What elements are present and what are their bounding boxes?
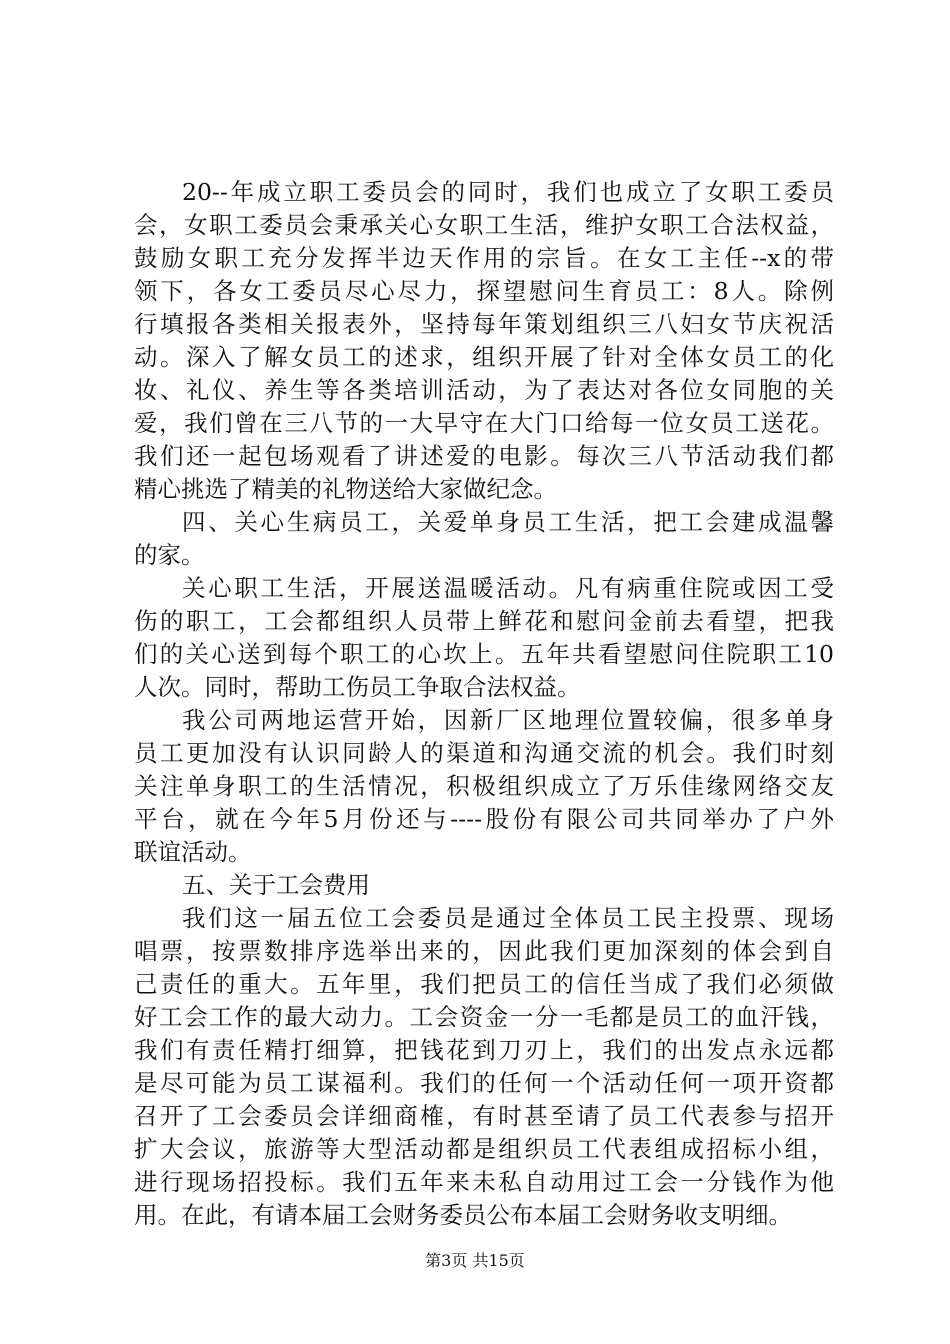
text-line: 的家。 — [134, 541, 205, 569]
text-line: 我们有责任精打细算，把钱花到刀刃上，我们的出发点永远都 — [134, 1036, 834, 1064]
text-line: 平台，就在今年5月份还与----股份有限公司共同举办了户外 — [134, 805, 834, 833]
text-line: 20--年成立职工委员会的同时，我们也成立了女职工委员 — [182, 178, 834, 206]
text-line: 唱票，按票数排序选举出来的，因此我们更加深刻的体会到自 — [134, 937, 834, 965]
text-line: 我们这一届五位工会委员是通过全体员工民主投票、现场 — [182, 904, 834, 932]
text-line: 人次。同时，帮助工伤员工争取合法权益。 — [134, 673, 581, 701]
text-line: 们的关心送到每个职工的心坎上。五年共看望慰问住院职工10 — [134, 640, 834, 668]
page-footer: 第3页 共15页 — [425, 1251, 525, 1270]
text-line: 好工会工作的最大动力。工会资金一分一毛都是员工的血汗钱， — [134, 1003, 834, 1031]
text-line: 是尽可能为员工谋福利。我们的任何一个活动任何一项开资都 — [134, 1069, 834, 1097]
text-line: 我们还一起包场观看了讲述爱的电影。每次三八节活动我们都 — [134, 442, 834, 470]
text-line: 伤的职工，工会都组织人员带上鲜花和慰问金前去看望，把我 — [134, 607, 834, 635]
text-line: 会，女职工委员会秉承关心女职工生活，维护女职工合法权益， — [134, 211, 834, 239]
text-line: 用。在此，有请本届工会财务委员公布本届工会财务收支明细。 — [134, 1201, 792, 1229]
text-line: 领下，各女工委员尽心尽力，探望慰问生育员工：8人。除例 — [134, 277, 834, 305]
text-line: 关注单身职工的生活情况，积极组织成立了万乐佳缘网络交友 — [134, 772, 834, 800]
text-line: 爱，我们曾在三八节的一大早守在大门口给每一位女员工送花。 — [134, 409, 834, 437]
text-line: 精心挑选了精美的礼物送给大家做纪念。 — [134, 475, 557, 503]
text-line: 我公司两地运营开始，因新厂区地理位置较偏，很多单身 — [182, 706, 834, 734]
text-line: 召开了工会委员会详细商榷，有时甚至请了员工代表参与招开 — [134, 1102, 834, 1130]
text-line: 动。深入了解女员工的述求，组织开展了针对全体女员工的化 — [134, 343, 834, 371]
text-line: 五、关于工会费用 — [182, 871, 370, 899]
text-line: 鼓励女职工充分发挥半边天作用的宗旨。在女工主任--x的带 — [134, 244, 834, 272]
text-line: 己责任的重大。五年里，我们把员工的信任当成了我们必须做 — [134, 970, 834, 998]
text-line: 联谊活动。 — [134, 838, 252, 866]
text-line: 进行现场招投标。我们五年来未私自动用过工会一分钱作为他 — [134, 1168, 834, 1196]
text-line: 行填报各类相关报表外，坚持每年策划组织三八妇女节庆祝活 — [134, 310, 834, 338]
text-line: 员工更加没有认识同龄人的渠道和沟通交流的机会。我们时刻 — [134, 739, 834, 767]
text-line: 扩大会议，旅游等大型活动都是组织员工代表组成招标小组， — [134, 1135, 834, 1163]
text-line: 妆、礼仪、养生等各类培训活动，为了表达对各位女同胞的关 — [134, 376, 834, 404]
document-body — [134, 176, 834, 1232]
text-line: 关心职工生活，开展送温暖活动。凡有病重住院或因工受 — [182, 574, 834, 602]
text-line: 四、关心生病员工，关爱单身员工生活，把工会建成温馨 — [182, 508, 834, 536]
